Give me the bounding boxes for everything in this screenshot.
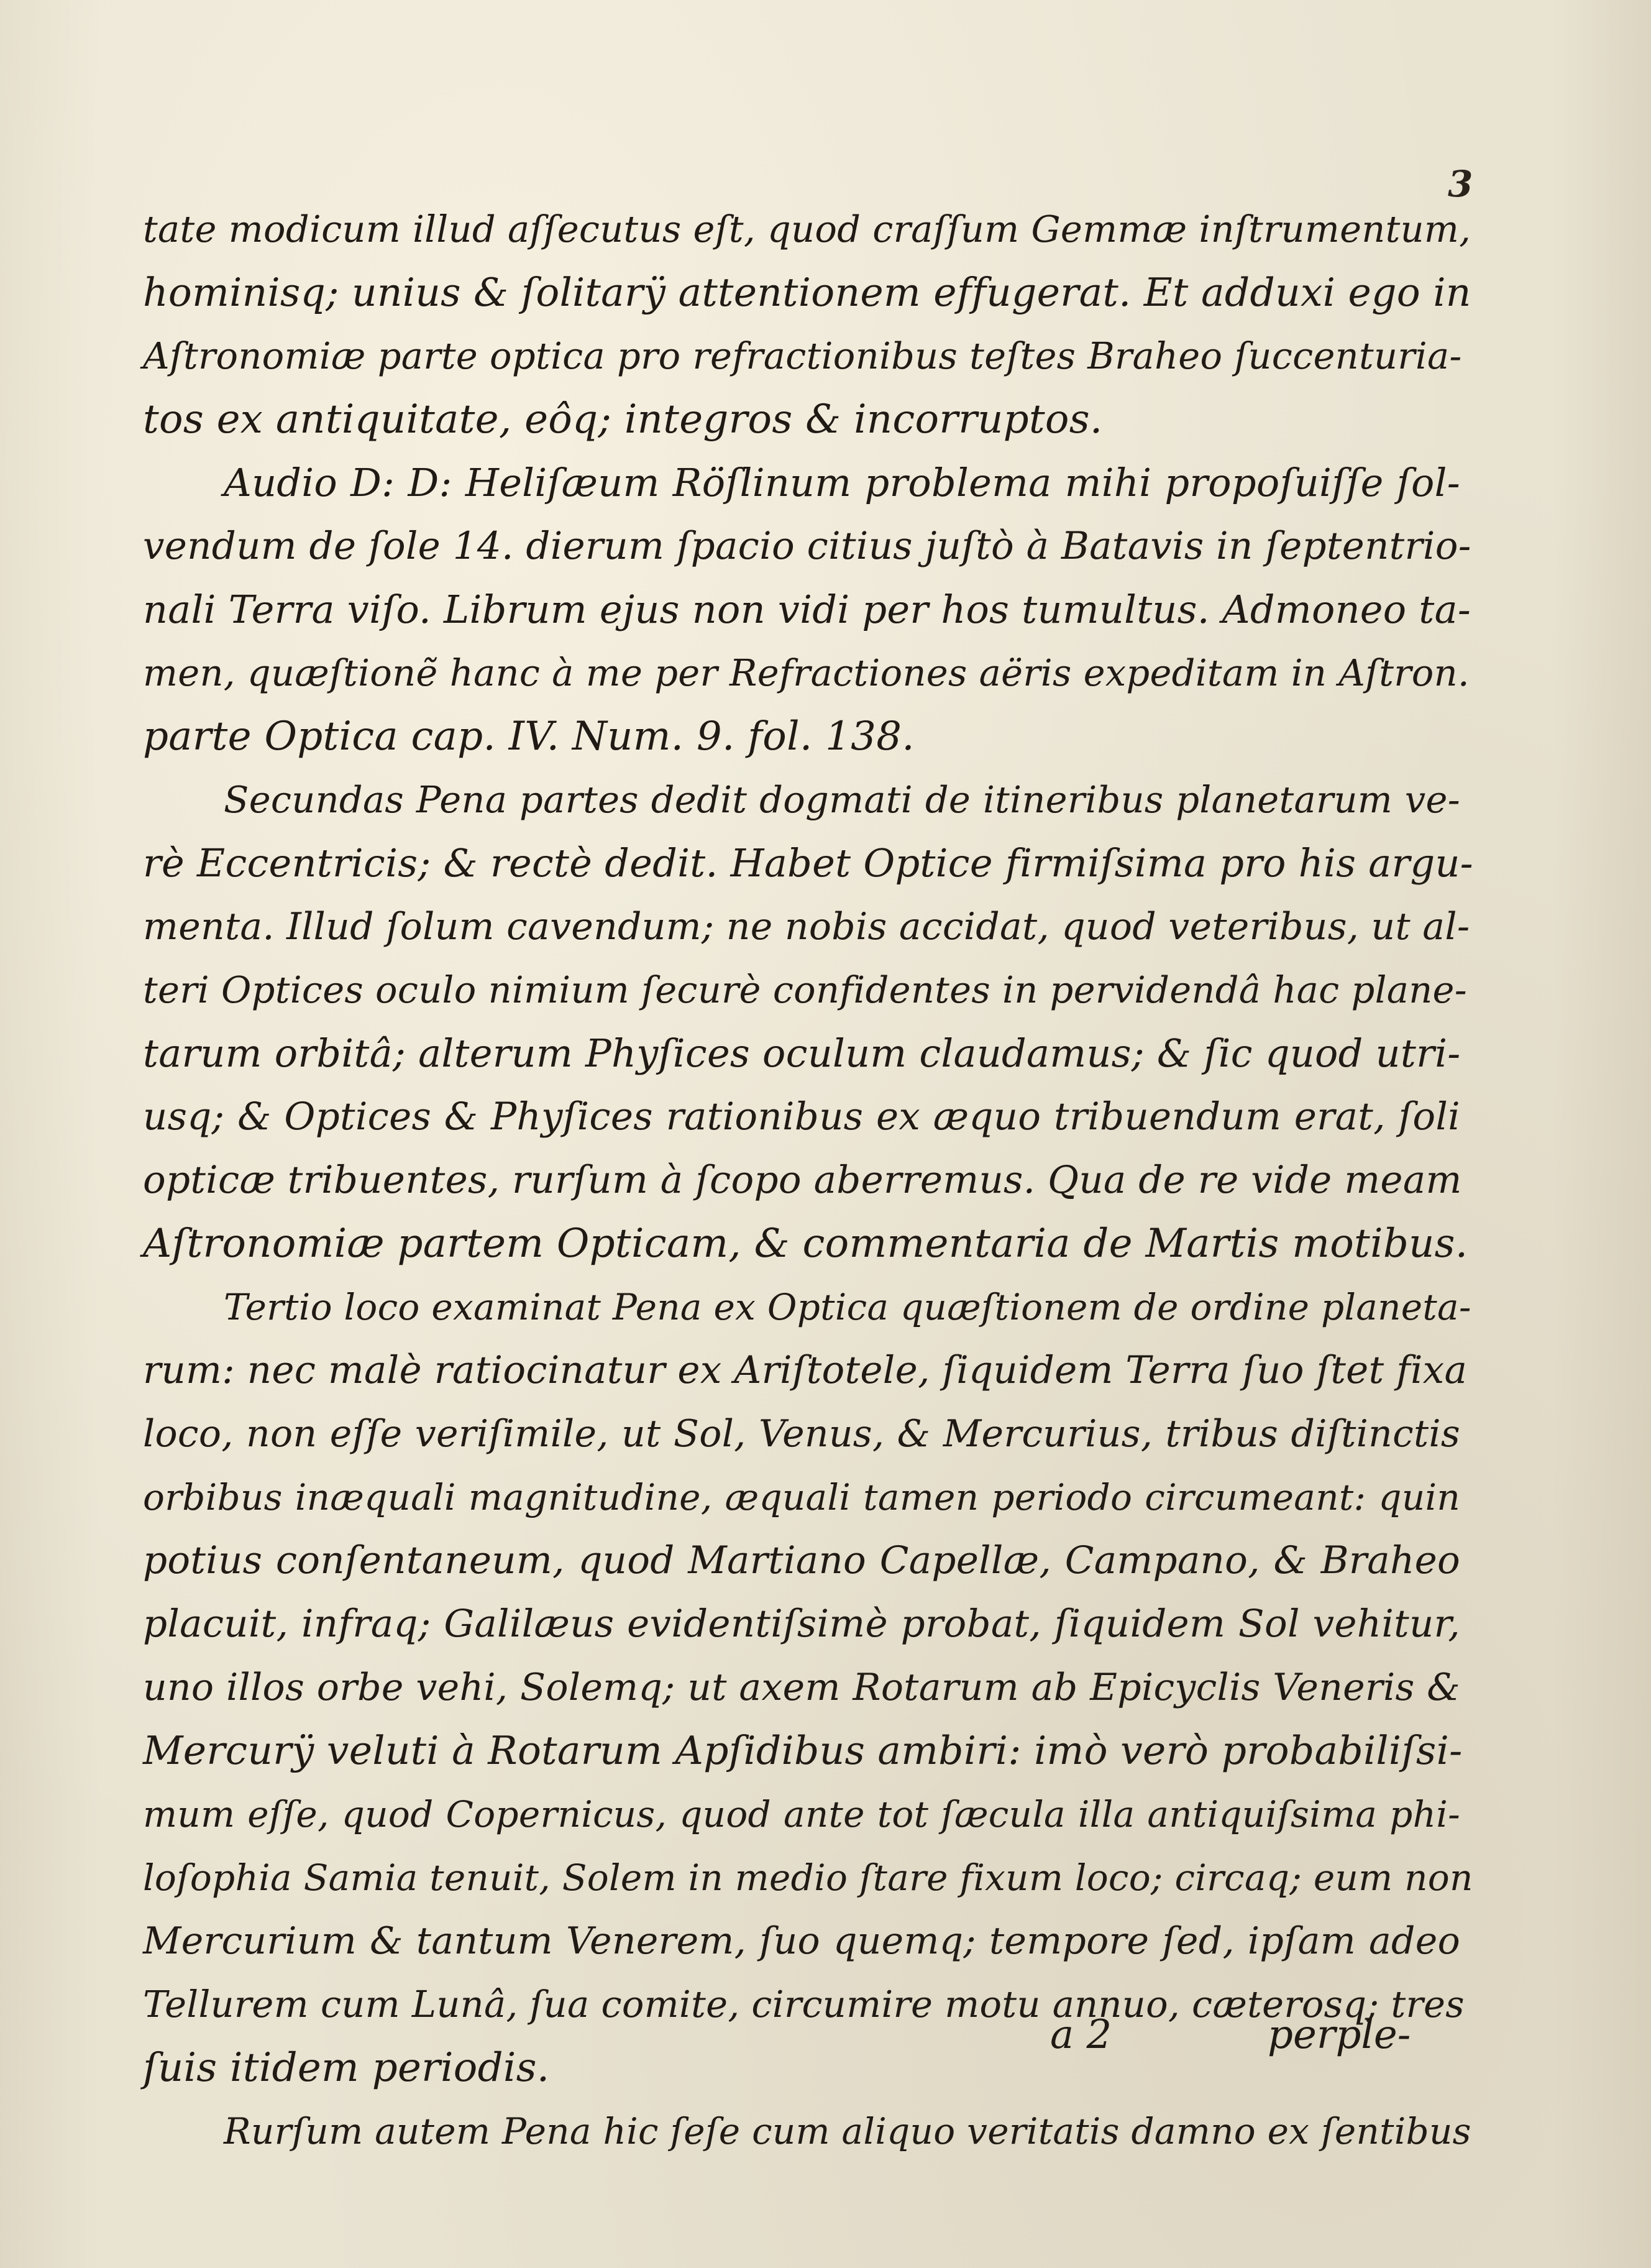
text-line: Tertio loco examinat Pena ex Optica quæſtionem de ordine planeta- bbox=[224, 1286, 1471, 1328]
text-line: tos ex antiquitate, eôq; integros & incorruptos. bbox=[143, 397, 1103, 443]
catchword: perple- bbox=[1268, 2012, 1411, 2058]
text-line: placuit, infraq; Galilæus evidentiſsimè probat, ſiquidem Sol vehitur, bbox=[143, 1602, 1460, 1646]
text-line: mum eſſe, quod Copernicus, quod ante tot ſæcula illa antiquiſsima phi- bbox=[143, 1793, 1460, 1835]
text-line: Aſtronomiæ parte optica pro refractionibus teſtes Braheo ſuccenturia- bbox=[143, 334, 1462, 377]
text-line: potius conſentaneum, quod Martiano Capellæ, Campano, & Braheo bbox=[143, 1538, 1460, 1582]
text-line: vendum de ſole 14. dierum ſpacio citius juſtò à Batavis in ſeptentrio- bbox=[143, 524, 1471, 568]
text-line: usq; & Optices & Phyſices rationibus ex æquo tribuendum erat, ſoli bbox=[143, 1095, 1460, 1139]
text-line: Mercurÿ veluti à Rotarum Apſidibus ambiri: imò verò probabiliſsi- bbox=[143, 1728, 1463, 1773]
text-line: menta. Illud ſolum cavendum; ne nobis accidat, quod veteribus, ut al- bbox=[143, 905, 1470, 948]
text-line: loco, non eſſe veriſimile, ut Sol, Venus, & Mercurius, tribus diſtinctis bbox=[143, 1412, 1460, 1456]
page-number: 3 bbox=[1448, 163, 1473, 205]
page-footer bbox=[143, 2003, 1460, 2067]
text-line: loſophia Samia tenuit, Solem in medio ſtare fixum loco; circaq; eum non bbox=[143, 1857, 1473, 1899]
text-line: hominisq; unius & ſolitarÿ attentionem effugerat. Et adduxi ego in bbox=[143, 270, 1471, 315]
text-line: Mercurium & tantum Venerem, ſuo quemq; tempore ſed, ipſam adeo bbox=[143, 1919, 1460, 1963]
text-line: nali Terra viſo. Librum ejus non vidi per hos tumultus. Admoneo ta- bbox=[143, 587, 1471, 632]
text-line: Secundas Pena partes dedit dogmati de itineribus planetarum ve- bbox=[224, 778, 1460, 821]
text-line: rum: nec malè ratiocinatur ex Ariſtotele, ſiquidem Terra ſuo ſtet fixa bbox=[143, 1348, 1468, 1392]
text-line: men, quæſtionẽ hanc à me per Refractiones aëris expeditam in Aſtron. bbox=[143, 651, 1470, 694]
text-line: Audio D: D: Heliſæum Röſlinum problema mihi propoſuiſſe ſol- bbox=[224, 460, 1460, 505]
text-line: orbibus inæquali magnitudine, æquali tamen periodo circumeant: quin bbox=[143, 1476, 1460, 1518]
text-line: rè Eccentricis; & rectè dedit. Habet Optice firmiſsima pro his argu- bbox=[143, 840, 1473, 886]
text-line: opticæ tribuentes, rurſum à ſcopo aberremus. Qua de re vide meam bbox=[143, 1158, 1462, 1202]
body-text bbox=[143, 198, 1473, 2163]
text-line: uno illos orbe vehi, Solemq; ut axem Rotarum ab Epicyclis Veneris & bbox=[143, 1666, 1460, 1709]
text-line: tate modicum illud aſſecutus eſt, quod craſſum Gemmæ inſtrumentum, bbox=[143, 208, 1471, 250]
signature-mark: a 2 bbox=[1050, 2012, 1112, 2058]
text-line: ſuis itidem periodis. bbox=[143, 2045, 550, 2091]
text-line: tarum orbitâ; alterum Phyſices oculum claudamus; & ſic quod utri- bbox=[143, 1031, 1461, 1076]
text-line: Aſtronomiæ partem Opticam, & commentaria de Martis motibus. bbox=[143, 1221, 1468, 1267]
text-line: Rurſum autem Pena hic ſeſe cum aliquo veritatis damno ex ſentibus bbox=[224, 2110, 1471, 2152]
text-line: parte Optica cap. IV. Num. 9. fol. 138. bbox=[143, 714, 915, 760]
text-line: teri Optices oculo nimium ſecurè confidentes in pervidendâ hac plane- bbox=[143, 968, 1467, 1011]
text-line: Tellurem cum Lunâ, ſua comite, circumire motu annuo, cæterosq; tres bbox=[143, 1983, 1465, 2026]
